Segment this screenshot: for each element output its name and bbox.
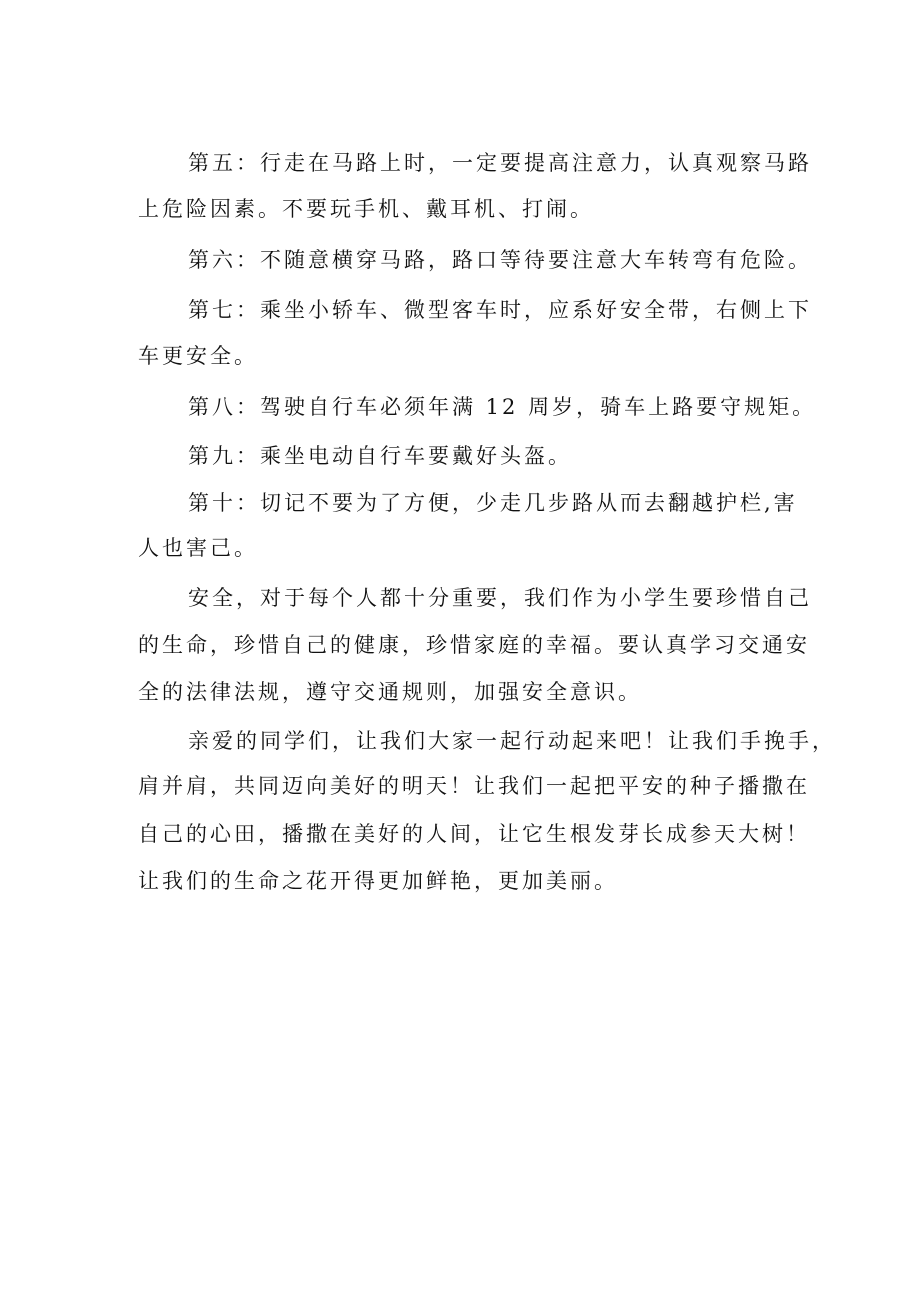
text-line: 第七：乘坐小轿车、微型客车时，应系好安全带，右侧上下 xyxy=(188,298,812,322)
text-line: 第五：行走在马路上时，一定要提高注意力，认真观察马路 xyxy=(188,151,812,175)
text-line: 第六：不随意横穿马路，路口等待要注意大车转弯有危险。 xyxy=(188,248,812,272)
text-line: 安全，对于每个人都十分重要，我们作为小学生要珍惜自己 xyxy=(188,586,812,610)
text-line: 第九：乘坐电动自行车要戴好头盔。 xyxy=(188,444,572,468)
text-line: 车更安全。 xyxy=(138,344,258,368)
text-line: 自己的心田，播撒在美好的人间，让它生根发芽长成参天大树！ xyxy=(138,822,810,846)
text-line: 肩并肩，共同迈向美好的明天！让我们一起把平安的种子播撒在 xyxy=(138,774,810,798)
text-line: 人也害己。 xyxy=(138,536,258,560)
text-line: 全的法律法规，遵守交通规则，加强安全意识。 xyxy=(138,680,642,704)
text-line: 第八：驾驶自行车必须年满 12 周岁，骑车上路要守规矩。 xyxy=(188,395,817,419)
text-line: 亲爱的同学们，让我们大家一起行动起来吧！让我们手挽手， xyxy=(188,729,836,753)
text-line: 上危险因素。不要玩手机、戴耳机、打闹。 xyxy=(138,197,594,221)
text-line: 让我们的生命之花开得更加鲜艳，更加美丽。 xyxy=(138,869,618,893)
text-line: 第十：切记不要为了方便，少走几步路从而去翻越护栏,害 xyxy=(188,491,798,515)
text-line: 的生命，珍惜自己的健康，珍惜家庭的幸福。要认真学习交通安 xyxy=(138,633,810,657)
